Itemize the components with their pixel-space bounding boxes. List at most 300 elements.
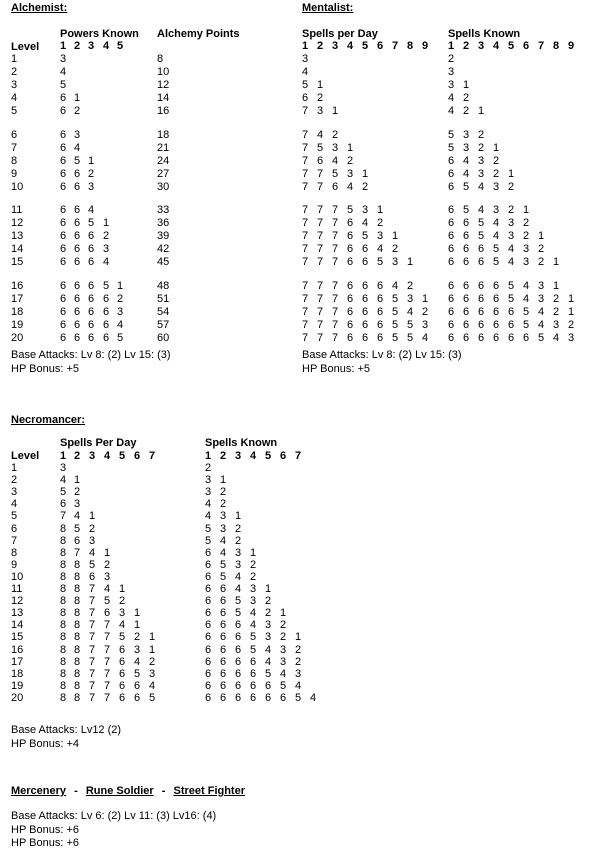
spells-per-day-cell: 3 xyxy=(392,256,399,269)
spells-per-day-cell: 6 xyxy=(377,292,384,305)
spells-per-day-cell: 3 xyxy=(377,230,384,243)
spells-known-cell: 6 xyxy=(220,655,227,668)
level-cell: 16 xyxy=(11,279,24,292)
spells-known-cell: 4 xyxy=(265,655,272,668)
spells-known-cell: 3 xyxy=(448,66,455,79)
footer-base-attacks: Base Attacks: Lv 6: (2) Lv 11: (3) Lv16: (4) xyxy=(11,810,217,822)
power-cell: 6 xyxy=(74,217,81,230)
column-header: 4 xyxy=(347,40,354,52)
mentalist-hp-bonus: HP Bonus: +5 xyxy=(302,363,370,375)
spells-known-cell: 3 xyxy=(280,655,287,668)
spells-per-day-cell: 7 xyxy=(104,643,111,656)
spells-known-cell: 5 xyxy=(250,631,257,644)
level-cell: 19 xyxy=(11,318,24,331)
spells-per-day-cell: 6 xyxy=(362,243,369,256)
level-cell: 3 xyxy=(11,79,18,92)
mentalist-title: Mentalist: xyxy=(302,2,354,14)
alchemy-points-cell: 24 xyxy=(157,154,170,167)
spells-per-day-cell: 6 xyxy=(104,607,111,620)
spells-known-cell: 3 xyxy=(478,154,485,167)
spells-known-cell: 3 xyxy=(280,643,287,656)
power-cell: 5 xyxy=(88,217,95,230)
level-cell: 15 xyxy=(11,631,24,644)
spells-known-cell: 2 xyxy=(463,92,470,105)
level-cell: 19 xyxy=(11,679,24,692)
spells-known-cell: 6 xyxy=(220,679,227,692)
spells-known-cell: 5 xyxy=(478,217,485,230)
column-header: 1 xyxy=(448,40,455,52)
spells-known-cell: 5 xyxy=(493,256,500,269)
spells-per-day-cell: 7 xyxy=(317,217,324,230)
power-cell: 6 xyxy=(60,292,67,305)
rune-soldier-link[interactable]: Rune Soldier xyxy=(85,785,154,797)
power-cell: 4 xyxy=(117,318,124,331)
spells-per-day-cell: 7 xyxy=(332,318,339,331)
spells-per-day-cell: 7 xyxy=(332,204,339,216)
spells-per-day-cell: 7 xyxy=(104,631,111,644)
spells-per-day-cell: 5 xyxy=(317,141,324,154)
power-cell: 4 xyxy=(103,256,110,269)
spells-known-cell: 3 xyxy=(205,486,212,499)
spells-known-cell: 6 xyxy=(478,279,485,292)
spells-known-cell: 4 xyxy=(235,583,242,595)
spells-per-day-cell: 3 xyxy=(134,643,141,656)
spells-known-cell: 3 xyxy=(493,180,500,193)
spells-known-cell: 6 xyxy=(220,583,227,595)
spells-known-cell: 3 xyxy=(523,243,530,256)
column-header: 4 xyxy=(103,40,110,52)
level-cell: 20 xyxy=(11,691,24,704)
spells-known-cell: 6 xyxy=(220,691,227,704)
spells-per-day-cell: 4 xyxy=(60,474,67,487)
power-cell: 6 xyxy=(88,279,95,292)
spells-known-cell: 6 xyxy=(280,691,287,704)
spells-per-day-cell: 7 xyxy=(302,204,309,216)
spells-per-day-cell: 7 xyxy=(302,141,309,154)
spells-per-day-cell: 4 xyxy=(377,243,384,256)
spells-known-cell: 5 xyxy=(463,204,470,216)
spells-per-day-cell: 7 xyxy=(317,292,324,305)
power-cell: 2 xyxy=(74,105,81,118)
spells-known-cell: 6 xyxy=(205,583,212,595)
spells-known-cell: 6 xyxy=(493,292,500,305)
spells-known-cell: 2 xyxy=(463,105,470,118)
column-header: 4 xyxy=(104,450,111,462)
spells-per-day-cell: 1 xyxy=(332,105,339,118)
spells-per-day-cell: 6 xyxy=(60,498,67,511)
spells-per-day-cell: 8 xyxy=(60,619,67,632)
spells-known-cell: 6 xyxy=(493,331,500,344)
spells-per-day-cell: 3 xyxy=(422,318,429,331)
power-cell: 1 xyxy=(103,217,110,230)
spells-known-cell: 1 xyxy=(280,607,287,620)
spells-per-day-cell: 5 xyxy=(134,667,141,680)
spells-known-cell: 4 xyxy=(205,510,212,523)
power-cell: 6 xyxy=(74,204,81,216)
mentalist-base-attacks: Base Attacks: Lv 8: (2) Lv 15: (3) xyxy=(302,349,462,361)
spells-known-cell: 6 xyxy=(205,570,212,583)
spells-known-cell: 6 xyxy=(463,305,470,318)
spells-per-day-cell: 8 xyxy=(60,583,67,595)
power-cell: 6 xyxy=(74,279,81,292)
spells-per-day-cell: 1 xyxy=(104,546,111,559)
power-cell: 6 xyxy=(103,305,110,318)
spells-known-cell: 3 xyxy=(448,79,455,92)
spells-known-cell: 2 xyxy=(523,230,530,243)
column-header: 7 xyxy=(538,40,545,52)
spells-known-cell: 4 xyxy=(448,92,455,105)
spells-known-cell: 6 xyxy=(250,679,257,692)
power-cell: 6 xyxy=(74,292,81,305)
spells-per-day-cell: 7 xyxy=(74,546,81,559)
spells-per-day-cell: 8 xyxy=(74,583,81,595)
power-cell: 3 xyxy=(74,128,81,141)
spells-per-day-cell: 1 xyxy=(149,643,156,656)
spells-known-cell: 6 xyxy=(463,217,470,230)
column-header: 4 xyxy=(493,40,500,52)
spells-known-cell: 3 xyxy=(220,510,227,523)
spells-known-cell: 6 xyxy=(220,607,227,620)
power-cell: 6 xyxy=(60,230,67,243)
spells-known-cell: 6 xyxy=(235,679,242,692)
spells-known-cell: 3 xyxy=(250,595,257,608)
alchemy-points-cell: 60 xyxy=(157,331,170,344)
spells-known-cell: 6 xyxy=(448,230,455,243)
spells-per-day-cell: 6 xyxy=(347,305,354,318)
spells-per-day-cell: 2 xyxy=(392,243,399,256)
spells-known-cell: 4 xyxy=(538,305,545,318)
spells-per-day-cell: 7 xyxy=(302,230,309,243)
power-cell: 6 xyxy=(74,243,81,256)
spells-known-cell: 6 xyxy=(493,305,500,318)
spells-known-cell: 4 xyxy=(508,243,515,256)
spells-per-day-cell: 1 xyxy=(149,631,156,644)
street-fighter-link[interactable]: Street Fighter xyxy=(173,785,245,797)
power-cell: 6 xyxy=(60,141,67,154)
alchemy-points-cell: 36 xyxy=(157,217,170,230)
spells-per-day-cell: 3 xyxy=(362,204,369,216)
spells-per-day-cell: 7 xyxy=(317,204,324,216)
alchemy-points-cell: 51 xyxy=(157,292,170,305)
spells-known-cell: 2 xyxy=(478,141,485,154)
power-cell: 6 xyxy=(60,217,67,230)
spells-known-cell: 2 xyxy=(478,128,485,141)
spells-known-cell: 6 xyxy=(265,691,272,704)
spells-per-day-cell: 5 xyxy=(104,595,111,608)
alchemy-points-cell: 42 xyxy=(157,243,170,256)
power-cell: 6 xyxy=(60,243,67,256)
spells-per-day-cell: 4 xyxy=(104,583,111,595)
spells-per-day-cell: 2 xyxy=(119,595,126,608)
spells-known-cell: 3 xyxy=(265,619,272,632)
spells-per-day-cell: 7 xyxy=(317,318,324,331)
power-cell: 5 xyxy=(117,331,124,344)
spells-known-cell: 2 xyxy=(205,462,212,474)
spells-known-cell: 6 xyxy=(448,204,455,216)
alchemy-points-cell: 45 xyxy=(157,256,170,269)
spells-per-day-cell: 7 xyxy=(317,305,324,318)
column-header: 6 xyxy=(377,40,384,52)
column-header: 1 xyxy=(60,40,67,52)
power-cell: 6 xyxy=(88,331,95,344)
spells-per-day-cell: 7 xyxy=(302,331,309,344)
spells-known-cell: 6 xyxy=(235,631,242,644)
spells-per-day-cell: 7 xyxy=(89,667,96,680)
power-cell: 3 xyxy=(60,53,67,65)
column-header: 5 xyxy=(362,40,369,52)
spells-known-cell: 3 xyxy=(478,167,485,180)
spells-per-day-cell: 7 xyxy=(89,619,96,632)
spells-known-cell: 1 xyxy=(538,230,545,243)
spells-known-cell: 4 xyxy=(523,292,530,305)
spells-known-cell: 2 xyxy=(553,305,560,318)
spells-known-cell: 2 xyxy=(295,655,302,668)
spells-per-day-cell: 6 xyxy=(377,305,384,318)
spells-known-cell: 3 xyxy=(463,141,470,154)
spells-known-cell: 3 xyxy=(220,522,227,535)
spells-known-cell: 6 xyxy=(463,243,470,256)
spells-known-cell: 4 xyxy=(220,546,227,559)
spells-known-cell: 4 xyxy=(463,167,470,180)
spells-known-cell: 3 xyxy=(553,318,560,331)
spells-known-cell: 2 xyxy=(523,217,530,230)
spells-known-cell: 3 xyxy=(265,631,272,644)
column-header: 3 xyxy=(235,450,242,462)
alchemist-level-label: Level xyxy=(11,41,40,53)
spells-per-day-cell: 3 xyxy=(332,141,339,154)
spells-per-day-cell: 7 xyxy=(89,631,96,644)
level-cell: 8 xyxy=(11,546,18,559)
spells-known-cell: 5 xyxy=(448,128,455,141)
spells-per-day-cell: 5 xyxy=(332,167,339,180)
spells-per-day-cell: 6 xyxy=(362,305,369,318)
spells-per-day-cell: 6 xyxy=(362,292,369,305)
alchemy-points-cell: 14 xyxy=(157,92,170,105)
spells-known-cell: 6 xyxy=(205,607,212,620)
spells-known-cell: 4 xyxy=(250,619,257,632)
spells-known-cell: 5 xyxy=(205,522,212,535)
power-cell: 5 xyxy=(74,154,81,167)
spells-per-day-cell: 8 xyxy=(74,619,81,632)
spells-known-cell: 6 xyxy=(205,655,212,668)
spells-known-cell: 6 xyxy=(478,305,485,318)
spells-per-day-cell: 7 xyxy=(89,607,96,620)
spells-known-cell: 6 xyxy=(448,154,455,167)
spells-per-day-cell: 1 xyxy=(89,510,96,523)
spells-per-day-cell: 7 xyxy=(89,595,96,608)
spells-known-cell: 4 xyxy=(508,256,515,269)
spells-per-day-cell: 5 xyxy=(407,318,414,331)
spells-known-cell: 6 xyxy=(463,279,470,292)
spells-known-cell: 5 xyxy=(220,558,227,571)
spells-known-cell: 1 xyxy=(295,631,302,644)
spells-per-day-cell: 7 xyxy=(302,105,309,118)
level-cell: 15 xyxy=(11,256,24,269)
power-cell: 6 xyxy=(103,292,110,305)
spells-per-day-cell: 8 xyxy=(60,570,67,583)
spells-per-day-cell: 3 xyxy=(149,667,156,680)
spells-known-cell: 6 xyxy=(205,595,212,608)
column-header: 1 xyxy=(302,40,309,52)
spells-per-day-cell: 5 xyxy=(362,230,369,243)
spells-known-cell: 6 xyxy=(463,331,470,344)
spells-known-cell: 6 xyxy=(448,318,455,331)
spells-per-day-cell: 6 xyxy=(332,180,339,193)
spells-per-day-cell: 8 xyxy=(60,522,67,535)
power-cell: 2 xyxy=(88,167,95,180)
spells-per-day-cell: 6 xyxy=(347,279,354,292)
alchemy-points-cell: 54 xyxy=(157,305,170,318)
spells-known-cell: 6 xyxy=(205,643,212,656)
spells-known-cell: 6 xyxy=(448,243,455,256)
spells-known-cell: 6 xyxy=(478,243,485,256)
spells-per-day-cell: 7 xyxy=(302,318,309,331)
alchemy-points-cell: 12 xyxy=(157,79,170,92)
spells-per-day-cell: 3 xyxy=(74,498,81,511)
spells-per-day-cell: 5 xyxy=(60,486,67,499)
spells-known-cell: 6 xyxy=(448,279,455,292)
spells-per-day-cell: 3 xyxy=(104,570,111,583)
spells-known-cell: 6 xyxy=(463,292,470,305)
spells-per-day-cell: 8 xyxy=(60,546,67,559)
spells-known-cell: 5 xyxy=(538,331,545,344)
spells-known-cell: 6 xyxy=(235,619,242,632)
spells-per-day-cell: 7 xyxy=(302,279,309,292)
spells-per-day-cell: 8 xyxy=(74,558,81,571)
spells-per-day-cell: 6 xyxy=(119,643,126,656)
spells-known-cell: 5 xyxy=(250,643,257,656)
level-cell: 17 xyxy=(11,655,24,668)
spells-per-day-cell: 6 xyxy=(362,256,369,269)
spells-per-day-cell: 7 xyxy=(302,154,309,167)
level-cell: 2 xyxy=(11,474,18,487)
spells-per-day-cell: 8 xyxy=(74,631,81,644)
spells-per-day-cell: 5 xyxy=(392,331,399,344)
alchemist-points-header: Alchemy Points xyxy=(157,28,240,40)
spells-per-day-cell: 1 xyxy=(377,204,384,216)
column-header: 2 xyxy=(317,40,324,52)
spells-known-cell: 3 xyxy=(250,583,257,595)
spells-per-day-cell: 8 xyxy=(60,691,67,704)
spells-known-cell: 6 xyxy=(205,679,212,692)
level-cell: 3 xyxy=(11,486,18,499)
spells-known-cell: 6 xyxy=(508,318,515,331)
spells-per-day-cell: 6 xyxy=(119,679,126,692)
level-cell: 9 xyxy=(11,558,18,571)
level-cell: 10 xyxy=(11,570,24,583)
alchemist-base-attacks: Base Attacks: Lv 8: (2) Lv 15: (3) xyxy=(11,349,171,361)
spells-known-cell: 1 xyxy=(508,167,515,180)
spells-known-cell: 6 xyxy=(220,643,227,656)
level-cell: 16 xyxy=(11,643,24,656)
spells-per-day-cell: 8 xyxy=(74,643,81,656)
alchemy-points-cell: 57 xyxy=(157,318,170,331)
spells-per-day-cell: 8 xyxy=(60,534,67,547)
spells-per-day-cell: 6 xyxy=(347,243,354,256)
spells-known-cell: 6 xyxy=(448,167,455,180)
spells-known-cell: 2 xyxy=(280,631,287,644)
spells-per-day-cell: 7 xyxy=(89,643,96,656)
power-cell: 6 xyxy=(88,318,95,331)
power-cell: 6 xyxy=(60,305,67,318)
power-cell: 6 xyxy=(60,180,67,193)
spells-known-cell: 2 xyxy=(538,243,545,256)
alchemy-points-cell: 16 xyxy=(157,105,170,118)
spells-per-day-cell: 7 xyxy=(302,167,309,180)
spells-per-day-cell: 7 xyxy=(302,256,309,269)
spells-known-cell: 6 xyxy=(220,619,227,632)
power-cell: 1 xyxy=(88,154,95,167)
spells-per-day-cell: 6 xyxy=(119,667,126,680)
spells-known-cell: 1 xyxy=(235,510,242,523)
spells-known-cell: 3 xyxy=(508,230,515,243)
spells-known-cell: 6 xyxy=(265,679,272,692)
spells-known-cell: 2 xyxy=(553,292,560,305)
necromancer-title: Necromancer: xyxy=(11,414,85,426)
spells-per-day-cell: 4 xyxy=(119,619,126,632)
spells-per-day-cell: 7 xyxy=(317,256,324,269)
spells-per-day-cell: 8 xyxy=(74,667,81,680)
spells-known-cell: 2 xyxy=(250,570,257,583)
spells-known-cell: 2 xyxy=(493,167,500,180)
column-header: 6 xyxy=(134,450,141,462)
footer-hp-bonus-1: HP Bonus: +6 xyxy=(11,824,79,836)
spells-per-day-cell: 2 xyxy=(134,631,141,644)
column-header: 4 xyxy=(250,450,257,462)
spells-per-day-cell: 7 xyxy=(89,679,96,692)
spells-per-day-cell: 6 xyxy=(377,331,384,344)
column-header: 2 xyxy=(74,40,81,52)
power-cell: 6 xyxy=(74,230,81,243)
spells-per-day-cell: 1 xyxy=(134,607,141,620)
spells-per-day-cell: 1 xyxy=(347,141,354,154)
spells-per-day-cell: 2 xyxy=(149,655,156,668)
power-cell: 3 xyxy=(103,243,110,256)
spells-per-day-cell: 5 xyxy=(377,256,384,269)
spells-per-day-cell: 7 xyxy=(317,167,324,180)
spells-per-day-cell: 6 xyxy=(347,292,354,305)
column-header: 7 xyxy=(295,450,302,462)
spells-per-day-cell: 3 xyxy=(89,534,96,547)
level-cell: 11 xyxy=(11,204,23,216)
column-header: 6 xyxy=(523,40,530,52)
spells-per-day-cell: 6 xyxy=(347,318,354,331)
spells-known-cell: 6 xyxy=(220,595,227,608)
power-cell: 6 xyxy=(60,331,67,344)
spells-known-cell: 6 xyxy=(235,691,242,704)
spells-per-day-cell: 6 xyxy=(134,679,141,692)
spells-per-day-cell: 4 xyxy=(74,510,81,523)
spells-known-cell: 3 xyxy=(205,474,212,487)
alchemy-points-cell: 21 xyxy=(157,141,170,154)
spells-known-cell: 4 xyxy=(250,607,257,620)
spells-per-day-cell: 2 xyxy=(74,486,81,499)
level-cell: 5 xyxy=(11,510,18,523)
alchemy-points-cell: 48 xyxy=(157,279,170,292)
spells-known-cell: 3 xyxy=(538,279,545,292)
column-header: 9 xyxy=(422,40,429,52)
spells-per-day-cell: 7 xyxy=(302,217,309,230)
spells-per-day-cell: 3 xyxy=(407,292,414,305)
spells-per-day-cell: 8 xyxy=(60,558,67,571)
spells-known-cell: 6 xyxy=(493,279,500,292)
level-cell: 11 xyxy=(11,583,23,595)
spells-per-day-cell: 7 xyxy=(89,655,96,668)
spells-per-day-cell: 7 xyxy=(332,305,339,318)
spells-per-day-cell: 8 xyxy=(74,691,81,704)
spells-per-day-cell: 2 xyxy=(362,180,369,193)
mercenery-link[interactable]: Mercenery xyxy=(11,785,67,797)
